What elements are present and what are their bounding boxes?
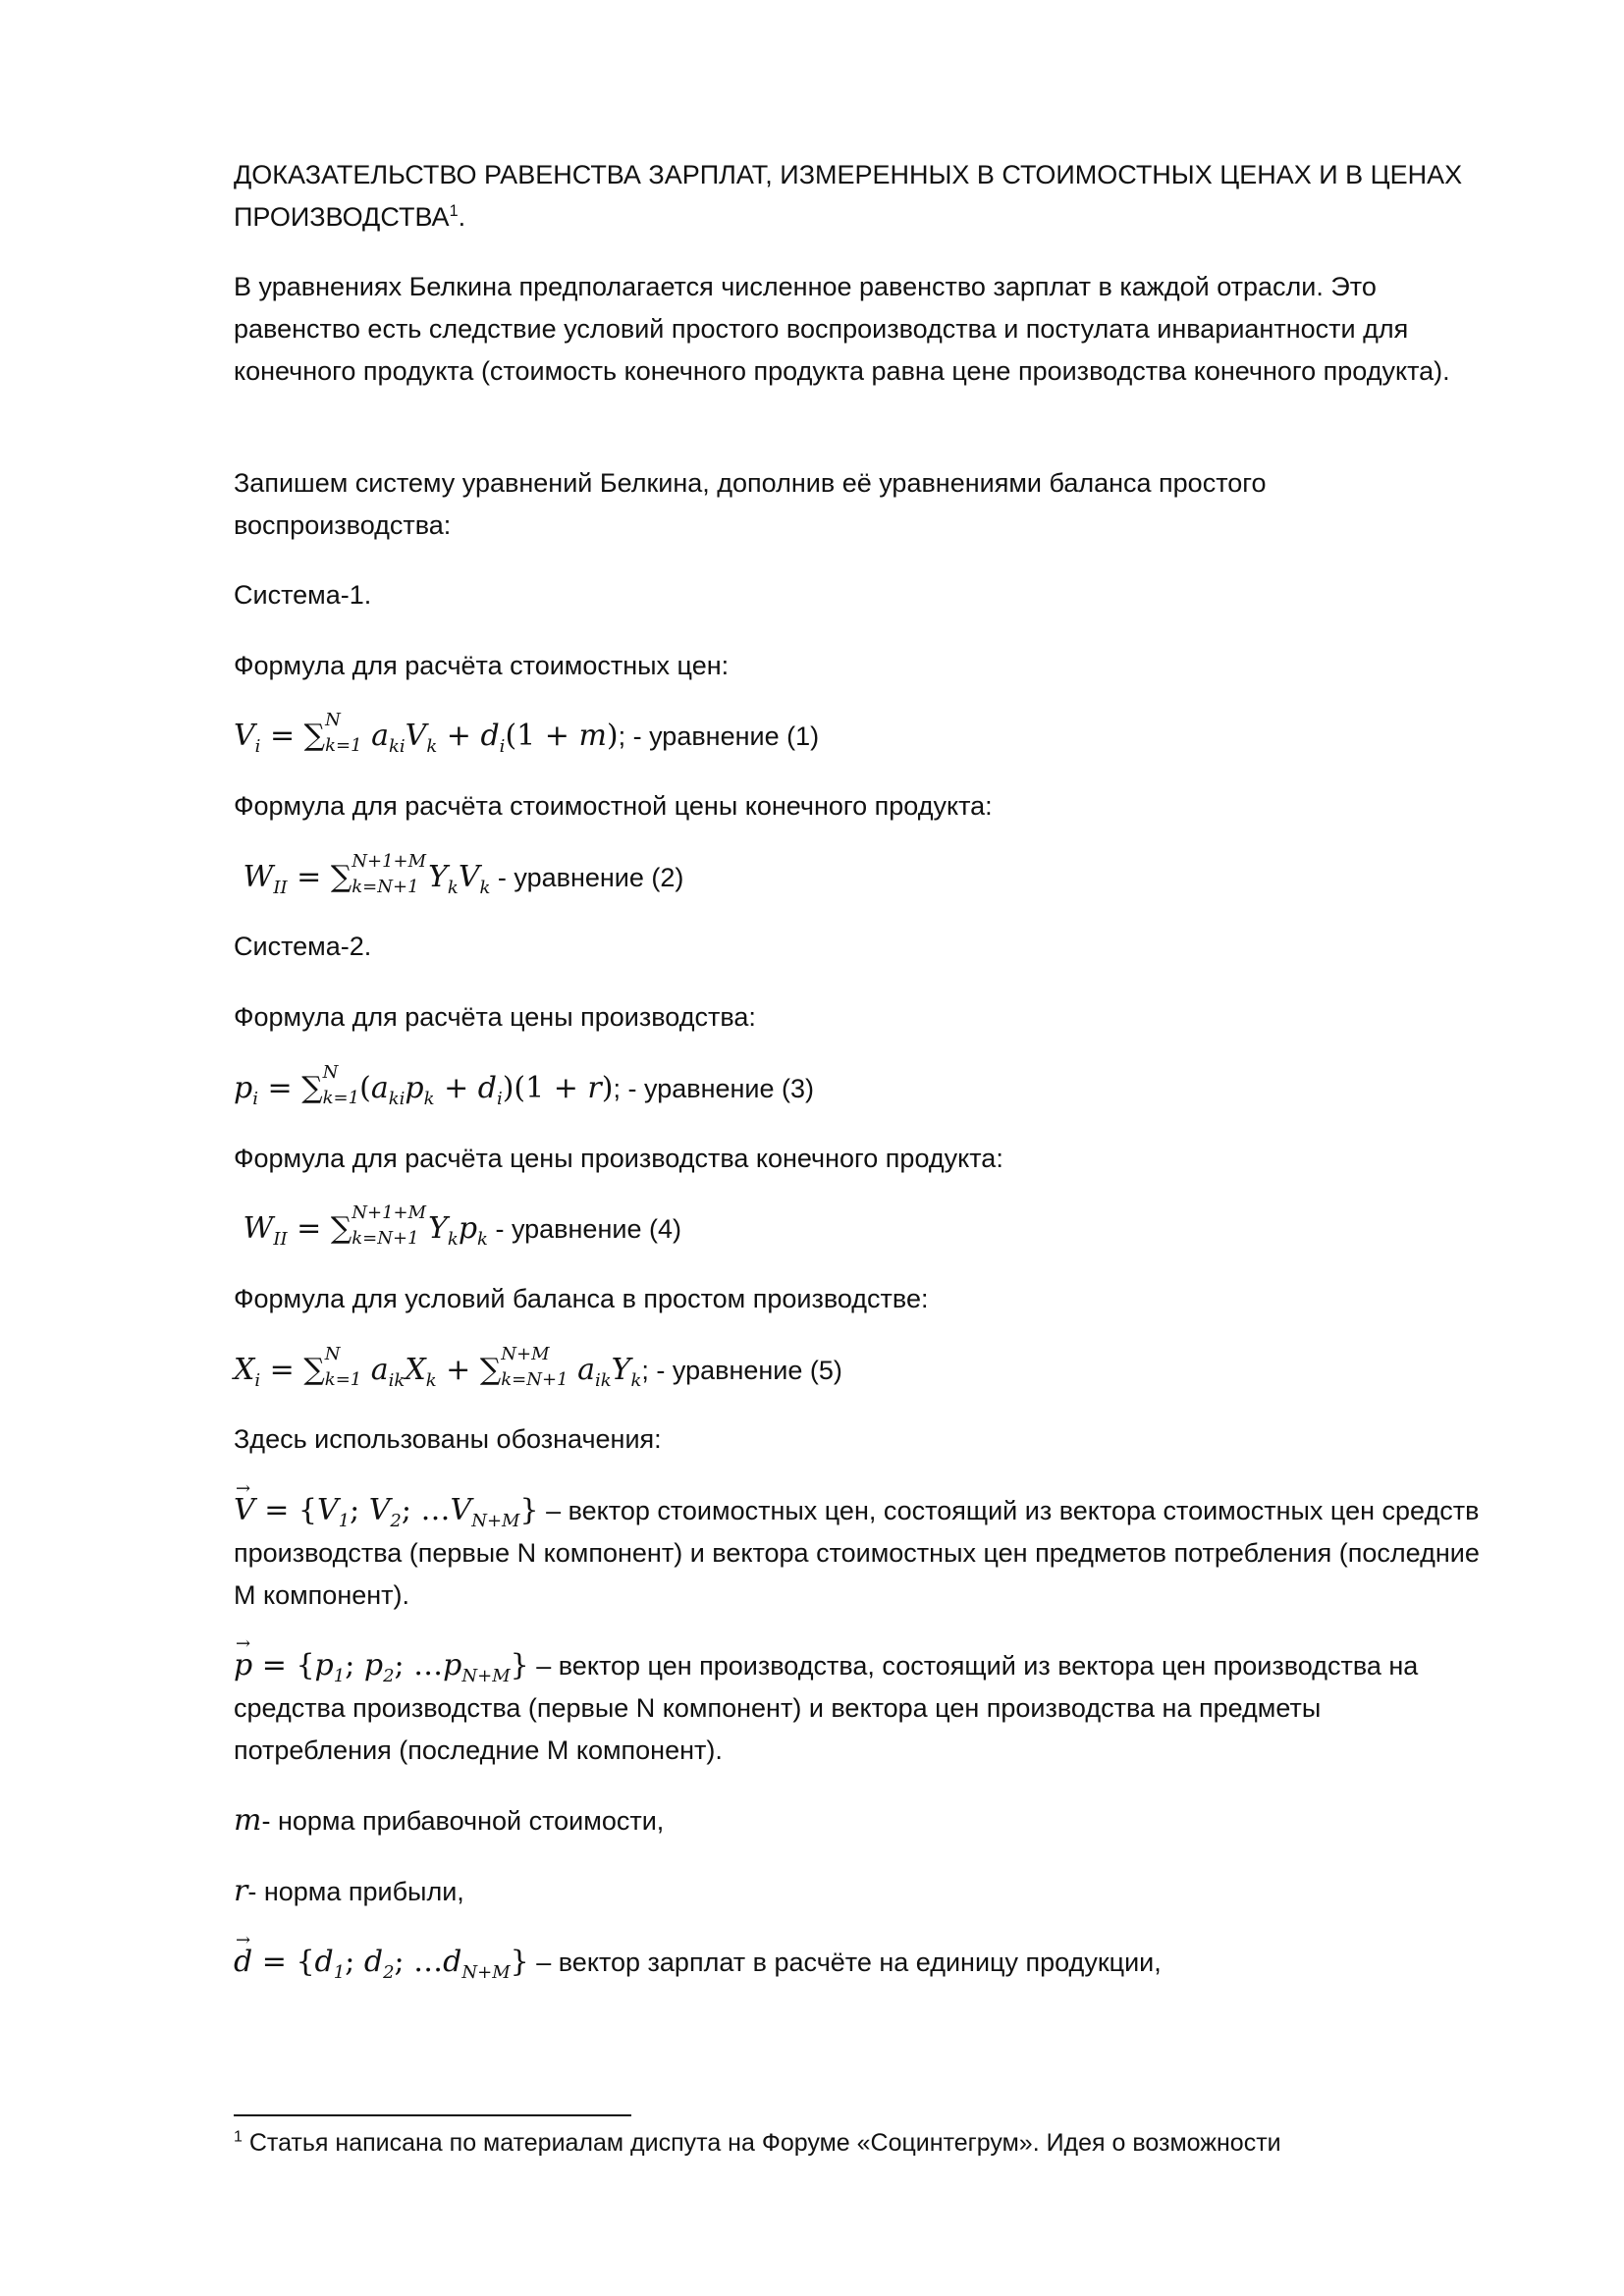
footnote xyxy=(234,2125,1281,2161)
equation-1: $V_i$ = ∑ N $_{k=1}$ $a_{ki}V_k + d_i(1 + m)$; - уравнение (1) xyxy=(234,710,820,757)
equation-2-label: Формула для расчёта стоимостной цены конечного продукта: xyxy=(234,791,993,821)
footnote-mark: 1 xyxy=(234,2128,243,2146)
definition-p: → $p = \{p_1$; $p_2$; $\dots p_{N+M}$} – вектор цен производства, состоящий из вектора цен производства на средства производства (первые N компонент) и вектора цен производства на предметы потребления (последние M компонент). xyxy=(234,1644,1481,1772)
definition-d: → $d = \{d_1$; $d_2$; $\dots d_{N+M}$} – вектор зарплат в расчёте на единицу продукции, xyxy=(234,1941,1481,1984)
equation-1-label: Формула для расчёта стоимостных цен: xyxy=(234,651,730,680)
equation-5-label: Формула для условий баланса в простом производстве: xyxy=(234,1284,929,1313)
paragraph-intro: В уравнениях Белкина предполагается численное равенство зарплат в каждой отрасли. Это равенство есть следствие условий простого воспроизводства и постулата инвариантности для конечного продукта (стоимость конечного продукта равна цене производства конечного продукта). xyxy=(234,272,1450,386)
paragraph-system-setup: Запишем систему уравнений Белкина, дополнив её уравнениями баланса простого воспроизводства: xyxy=(234,468,1267,540)
footnote-text: Статья написана по материалам диспута на Форуме «Социнтегрум». Идея о возможности xyxy=(242,2129,1281,2157)
system-2-heading: Система-2. xyxy=(234,932,372,961)
equation-4: $W_{II}$ = ∑ N+1+M $_{k=N+1}$ $Y_kp_k$ - уравнение (4) xyxy=(234,1202,681,1250)
system-1-heading: Система-1. xyxy=(234,580,372,610)
definition-r: r- норма прибыли, xyxy=(234,1874,464,1908)
equation-5: $X_i$ = ∑ N $_{k=1}$ $a_{ik}X_k$ + ∑ N+M $_{k=N+1}$ $a_{ik}Y_k$; - уравнение (5) xyxy=(234,1344,842,1391)
document-title: ДОКАЗАТЕЛЬСТВО РАВЕНСТВА ЗАРПЛАТ, ИЗМЕРЕННЫХ В СТОИМОСТНЫХ ЦЕНАХ И В ЦЕНАХ ПРОИЗВОДСТВА$^1$. xyxy=(234,160,1463,232)
notation-intro: Здесь использованы обозначения: xyxy=(234,1424,662,1454)
equation-3-label: Формула для расчёта цены производства: xyxy=(234,1002,756,1032)
footnote-separator xyxy=(234,2114,631,2116)
equation-3: $p_i$ = ∑ N $_{k=1}(a_{ki}p_k + d_i)(1 + r)$; - уравнение (3) xyxy=(234,1062,815,1109)
equation-2: $W_{II}$ = ∑ N+1+M $_{k=N+1}$ $Y_kV_k$ - уравнение (2) xyxy=(234,851,684,898)
footnote-reference[interactable]: 1 xyxy=(449,202,459,220)
definition-m: m- норма прибавочной стоимости, xyxy=(234,1803,665,1838)
equation-4-label: Формула для расчёта цены производства конечного продукта: xyxy=(234,1144,1003,1173)
definition-V: → $V = \{V_1$; $V_2$; $\dots V_{N+M}$} – вектор стоимостных цен, состоящий из вектора стоимостных цен средств производства (первые N компонент) и вектора стоимостных цен предметов потребления (последние M компонент). xyxy=(234,1489,1481,1617)
